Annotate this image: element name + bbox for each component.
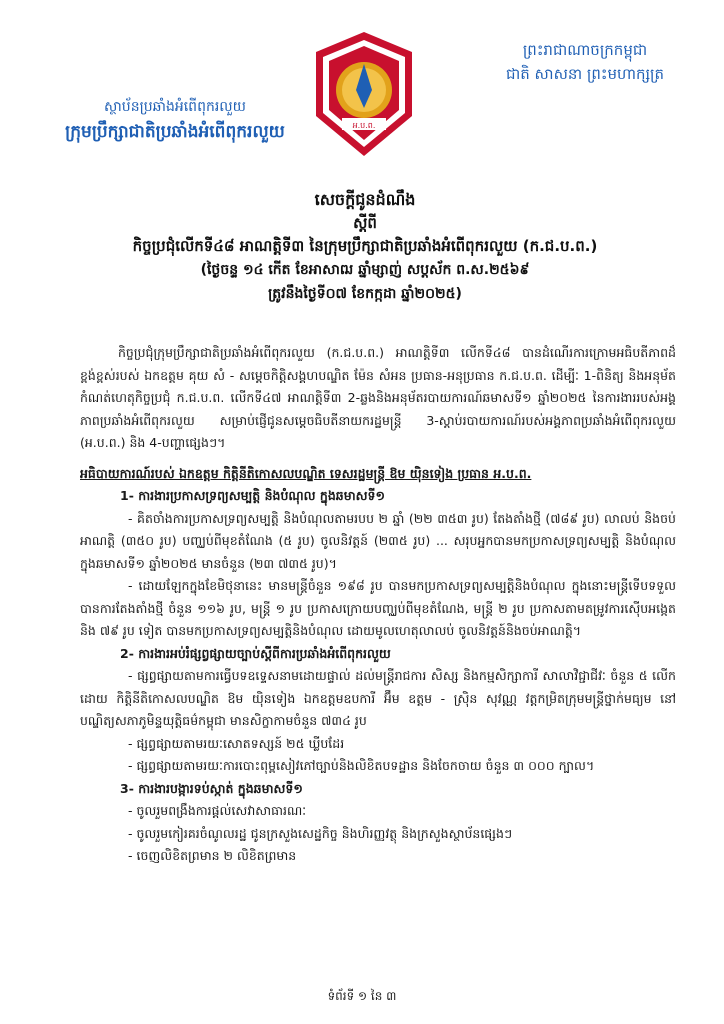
institution-block: [40, 98, 310, 144]
emblem-text: អ.ប.ព.: [352, 121, 376, 130]
item-2-para-a: - ផ្សព្វផ្សាយតាមការធ្វើបទឧទ្ទេសនាមដោយផ្ទាល់ ដល់មន្ត្រីរាជការ សិស្ស និងកម្មសិក្សាការី សាលាវិជ្ជាជីវៈ ចំនួន ៥ លើក ដោយ កិត្តិនីតិកោសលបណ្ឌិត ឱម យ៉ិនទៀង ឯកឧត្តមឧបការី អ៊ឹម ឧត្តម - ស្រ៊ិន សុវណ្ណ វត្តកម្រិតក្រុមមន្ត្រីថ្នាក់មធ្យម នៅបណ្ឌិត្យសភាភូមិន្ទយុត្តិធម៌កម្ពុជា មានសិក្ខាកាមចំនួន ៧៣៤ រូប: [80, 668, 676, 728]
doc-title: សេចក្តីជូនដំណឹង: [314, 190, 416, 209]
emblem-logo: [312, 30, 416, 158]
document-body: [80, 342, 676, 868]
item-1-para-a: - គិតចាំងការប្រកាសទ្រព្យសម្បត្តិ និងបំណុលតាមរបប ២ ឆ្នាំ (២២ ៣៥៣ រូប) តែងតាំងថ្មី (៧៨៩ រូប) លាលប់ និងចប់អាណត្តិ (៣៥០ រូប) បញ្ឈប់ពីមុខតំណែង (៥ រូប) ចូលនិវត្តន៍ (២៣៥ រូប) ... សរុបអ្នកបានមកប្រកាសទ្រព្យសម្បត្តិ និងបំណុល ក្នុងឆមាសទី១ ឆ្នាំ២០២៥ មានចំនួន (២៣ ៧៣៥ រូប)។: [80, 510, 676, 571]
doc-date-solar: ត្រូវនឹងថ្ងៃទី០៧ ខែកក្កដា ឆ្នាំ២០២៥): [268, 286, 462, 302]
item-3-para-b: - ចូលរួមកៀរគរចំណូលរដ្ឋ ជូនក្រសួងសេដ្ឋកិច្ច និងហិរញ្ញវត្ថុ និងក្រសួងស្ថាប័នផ្សេងៗ: [128, 825, 513, 841]
doc-date-lunar: (ថ្ងៃចន្ទ ១៤ កើត ខែអាសាឍ ឆ្នាំម្សាញ់ សប្តស័ក ព.ស.២៥៦៩: [200, 262, 530, 278]
intro-paragraph: កិច្ចប្រជុំក្រុមប្រឹក្សាជាតិប្រឆាំងអំពើពុករលួយ (ក.ជ.ប.ព.) អាណត្តិទី៣ លើកទី៤៨ បានដំណើរការក្រោមអធិបតីភាពដ៏ខ្ពង់ខ្ពស់របស់ ឯកឧត្តម គុយ សំ - សម្ដេចកិត្តិសង្គហបណ្ឌិត ម៉ែន សំអន ប្រធាន-អនុប្រធាន ក.ជ.ប.ព. ដើម្បីៈ 1-ពិនិត្យ និងអនុម័តកំណត់ហេតុកិច្ចប្រជុំ ក.ជ.ប.ព. លើកទី៤៧ អាណត្តិទី៣ 2-ឆ្លងនិងអនុម័តរបាយការណ៍ឆមាសទី១ ឆ្នាំ២០២៥ នៃការងាររបស់អង្គភាពប្រឆាំងអំពើពុករលួយ សម្រាប់ផ្ញើជូនសម្តេចធិបតីនាយករដ្ឋមន្ត្រី 3-ស្តាប់របាយការណ៍របស់អង្គភាពប្រឆាំងអំពើពុករលួយ (អ.ប.ព.) និង 4-បញ្ហាផ្សេងៗ។: [80, 345, 676, 450]
item-heading-3: 3- ការងារបង្ការទប់ស្កាត់ ក្នុងឆមាសទី១: [120, 780, 303, 796]
document-title-block: [40, 188, 690, 306]
item-heading-2: 2- ការងារអប់រំផ្សព្វផ្សាយច្បាប់ស្តីពីការប្រឆាំងអំពើពុករលួយ: [120, 645, 391, 661]
item-3-para-c: - ចេញលិខិតព្រមាន ២ លិខិតព្រមាន: [128, 848, 297, 863]
doc-title-about: ស្តីពី: [353, 214, 377, 232]
kingdom-name: ព្រះរាជាណាចក្រកម្ពុជា: [522, 41, 648, 59]
institution-title: ក្រុមប្រឹក្សាជាតិប្រឆាំងអំពើពុករលួយ: [65, 122, 285, 142]
national-motto: ជាតិ សាសនា ព្រះមហាក្សត្រ: [505, 65, 665, 83]
institution-subtitle: ស្ថាប័នប្រឆាំងអំពើពុករលួយ: [104, 99, 246, 115]
section-heading: អធិបាយការណ៍របស់ ឯកឧត្តម កិត្តិនីតិកោសលបណ្ឌិត ទេសរដ្ឋមន្ត្រី ឱម យ៉ិនទៀង ប្រធាន អ.ប.ព.: [80, 465, 532, 481]
item-1-para-b: - ដោយឡែកក្នុងខែមិថុនានេះ មានមន្ត្រីចំនួន ១៩៨ រូប បានមកប្រកាសទ្រព្យសម្បត្តិនិងបំណុល ក្នុងនោះមន្ត្រីទើបទទួលបានការតែងតាំងថ្មី ចំនួន ១១៦ រូប, មន្ត្រី ១ រូប ប្រកាសក្រោយបញ្ឈប់ពីមុខតំណែង, មន្ត្រី ២ រូប ប្រកាសតាមតម្រូវការស៊ើបអង្កេត និង ៧៩ រូប ទៀត បានមកប្រកាសទ្រព្យសម្បត្តិនិងបំណុល ដោយមូលហេតុលាលប់ ចូលនិវត្តន៍និងចប់អាណត្តិ។: [80, 578, 676, 638]
item-2-para-b: - ផ្សព្វផ្សាយតាមរយៈសោតទស្សន៍ ២៥ ឃ្លីបដែរ: [128, 735, 345, 751]
item-heading-1: 1- ការងារប្រកាសទ្រព្យសម្បត្តិ និងបំណុល ក្នុងឆមាសទី១: [120, 488, 385, 503]
kingdom-motto: [470, 38, 700, 86]
item-2-para-c: - ផ្សព្វផ្សាយតាមរយៈការបោះពុម្ពសៀវភៅច្បាប់និងលិខិតបទដ្ឋាន និងចែកចាយ ចំនួន ៣ ០០០ ក្បាល។: [128, 758, 595, 773]
page-number: ទំព័រទី ១ នៃ ៣: [327, 989, 397, 1003]
doc-subject: កិច្ចប្រជុំលើកទី៤៨ អាណត្តិទី៣ នៃក្រុមប្រឹក្សាជាតិប្រឆាំងអំពើពុករលួយ (ក.ជ.ប.ព.): [132, 237, 598, 255]
item-3-para-a: - ចូលរួមពង្រឹងការផ្តល់សេវាសាធារណៈ: [128, 803, 307, 818]
